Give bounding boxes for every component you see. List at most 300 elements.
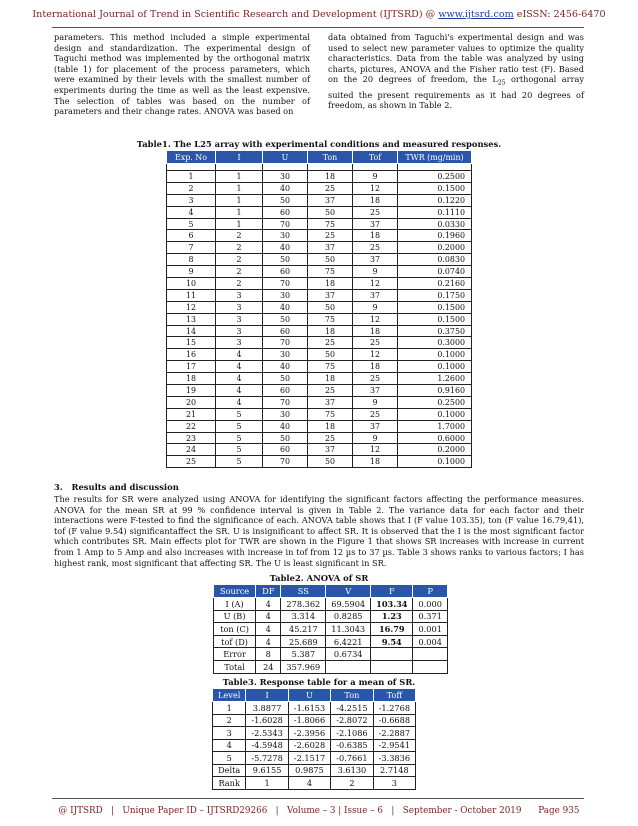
table3-cell: 1	[246, 777, 288, 790]
table1-cell: 0.1000	[398, 408, 472, 420]
table1-cell: 40	[263, 301, 308, 313]
table1-cell: 1	[216, 206, 263, 218]
table1-row	[167, 408, 472, 420]
table3-row	[213, 714, 416, 727]
table1-cell: 25	[308, 230, 353, 242]
table2-cell: 0.371	[413, 610, 447, 623]
table3-row	[213, 777, 416, 790]
table1-row	[167, 278, 472, 290]
table1-row	[167, 289, 472, 301]
table1-cell: 21	[167, 408, 216, 420]
table2-row	[214, 610, 448, 623]
table1-cell: 1	[216, 218, 263, 230]
table1-cell: 12	[353, 444, 398, 456]
table2-row	[214, 635, 448, 648]
table1-cell: 40	[263, 182, 308, 194]
table1-col-twr: TWR (mg/min)	[398, 151, 472, 164]
table2-cell: 1.23	[371, 610, 413, 623]
table1-cell: 25	[353, 206, 398, 218]
table3-row	[213, 702, 416, 715]
table2-cell: 4	[256, 635, 281, 648]
section-heading: 3. Results and discussion	[54, 482, 179, 492]
table1-row	[167, 349, 472, 361]
table1-cell: 18	[353, 456, 398, 468]
table3-cell: -1.6028	[246, 714, 288, 727]
table2-cell	[371, 660, 413, 673]
table1-cell: 50	[308, 349, 353, 361]
table1-cell: 60	[263, 385, 308, 397]
table1-caption: Table1. The L25 array with experimental conditions and measured responses.	[136, 139, 502, 149]
table1-cell: 40	[263, 420, 308, 432]
table3-col-i: I	[246, 689, 288, 702]
table3-row	[213, 752, 416, 765]
table3-cell: 0.9875	[288, 764, 330, 777]
table2-cell: 45.217	[281, 623, 326, 636]
table2-cell	[326, 660, 371, 673]
table1-cell: 37	[353, 218, 398, 230]
table2-cell: 4	[256, 598, 281, 611]
table1-cell: 18	[308, 325, 353, 337]
table1-cell: 18	[353, 194, 398, 206]
table1-cell: 40	[263, 361, 308, 373]
table1-cell: 9	[353, 432, 398, 444]
journal-issn: eISSN: 2456-6470	[513, 9, 606, 20]
table3-cell: Rank	[213, 777, 246, 790]
table1-spacer-row	[167, 164, 472, 171]
table1-cell: 13	[167, 313, 216, 325]
table3-cell: Delta	[213, 764, 246, 777]
table1-cell: 5	[216, 444, 263, 456]
table1-cell: 5	[216, 420, 263, 432]
table1-cell: 11	[167, 289, 216, 301]
table1-cell: 0.9160	[398, 385, 472, 397]
table1-cell: 0.1960	[398, 230, 472, 242]
table1-cell: 22	[167, 420, 216, 432]
table1-col-tof: Tof	[353, 151, 398, 164]
l25-subscript: 25	[497, 80, 506, 88]
table1-cell: 50	[263, 313, 308, 325]
table3-row	[213, 727, 416, 740]
results-paragraph: The results for SR were analyzed using ANOVA for identifying the significant factors affecting the performance measures. ANOVA for the mean SR at 99 % confidence interval is given in Table 2. The variance data for each factor and their interactions were F-tested to find the significance of each. ANOVA table shows that I (F value 103.35), ton (F value 16.79,41), tof (F value 9.54) significantaffect the SR. U is insignificant to affect SR. It is observed that the I is the most significant factor which contributes SR. Main effects plot for TWR are shown in the Figure 1 that shows SR increases with increase in current from 1 Amp to 5 Amp and also increases with increase in tof from 12 µs to 37 µs. Table 3 shows ranks to various factors; I has highest rank, most significant that affecting SR. The U is least significant in SR.	[54, 494, 584, 568]
table1-cell: 60	[263, 206, 308, 218]
table1-row	[167, 325, 472, 337]
table1-cell: 37	[353, 420, 398, 432]
table3-col-level: Level	[213, 689, 246, 702]
table1-cell: 18	[353, 230, 398, 242]
table1-cell: 12	[353, 182, 398, 194]
table2-caption: Table2. ANOVA of SR	[269, 573, 369, 583]
table1-cell: 50	[308, 206, 353, 218]
table2-cell: 4	[256, 610, 281, 623]
table3-col-u: U	[288, 689, 330, 702]
table1-cell: 2	[216, 266, 263, 278]
table1-cell: 24	[167, 444, 216, 456]
table1-cell: 4	[216, 385, 263, 397]
table3-cell: -4.5948	[246, 739, 288, 752]
table2-cell: Total	[214, 660, 256, 673]
table2-row	[214, 598, 448, 611]
table1-cell: 30	[263, 408, 308, 420]
table1-cell: 0.1220	[398, 194, 472, 206]
table2-row	[214, 660, 448, 673]
table3	[212, 688, 416, 790]
table2-col-df: DF	[256, 585, 281, 598]
table1-cell: 5	[216, 408, 263, 420]
table1-cell: 4	[216, 373, 263, 385]
table1-cell: 0.1750	[398, 289, 472, 301]
table1-cell: 18	[308, 373, 353, 385]
table1-cell: 5	[167, 218, 216, 230]
table2-cell: 9.54	[371, 635, 413, 648]
table1-cell: 9	[353, 266, 398, 278]
table3-cell: -2.8072	[331, 714, 373, 727]
table1-cell: 37	[353, 289, 398, 301]
table3-cell: -2.3956	[288, 727, 330, 740]
table1-row	[167, 218, 472, 230]
table1-cell: 4	[167, 206, 216, 218]
table1-body	[167, 164, 472, 468]
table1-cell: 25	[353, 242, 398, 254]
table1-cell: 75	[308, 408, 353, 420]
table1-cell: 9	[353, 301, 398, 313]
table2-col-p: P	[413, 585, 447, 598]
table1-cell: 0.1500	[398, 182, 472, 194]
table2-cell: 103.34	[371, 598, 413, 611]
table1-cell: 0.1500	[398, 301, 472, 313]
table1-cell: 18	[308, 420, 353, 432]
table1-cell: 25	[308, 385, 353, 397]
table1-cell: 18	[308, 171, 353, 183]
table1-cell: 0.2000	[398, 444, 472, 456]
table1-cell: 25	[353, 373, 398, 385]
table1-cell: 0.6000	[398, 432, 472, 444]
table1-cell: 9	[353, 396, 398, 408]
table3-cell: -2.1086	[331, 727, 373, 740]
table2-cell: 357.969	[281, 660, 326, 673]
table1-cell: 12	[353, 349, 398, 361]
table3-cell: 5	[213, 752, 246, 765]
table1-cell: 9	[167, 266, 216, 278]
table1-cell: 25	[308, 432, 353, 444]
table1-cell: 18	[353, 361, 398, 373]
table1-cell: 70	[263, 278, 308, 290]
table3-cell: -0.7661	[331, 752, 373, 765]
table1-cell: 2	[216, 230, 263, 242]
table1-cell: 2	[216, 278, 263, 290]
table3-row	[213, 739, 416, 752]
left-column-text: parameters. This method included a simple experimental design and standardization. The experimental design of Taguchi method was implemented by the orthogonal matrix (table 1) for placement of the process parameters, which were examined by their levels with the smallest number of experiments during the time as well as the least expensive. The selection of tables was based on the number of parameters and their change rates. ANOVA was based on	[54, 32, 310, 117]
table1-cell: 70	[263, 396, 308, 408]
table3-cell: -1.6153	[288, 702, 330, 715]
table1-cell: 3	[216, 301, 263, 313]
table1-cell: 40	[263, 242, 308, 254]
table1-cell: 5	[216, 432, 263, 444]
table1-cell: 14	[167, 325, 216, 337]
table1-cell: 1	[216, 171, 263, 183]
table1-row	[167, 301, 472, 313]
table1-row	[167, 456, 472, 468]
table2-cell: 0.004	[413, 635, 447, 648]
table1-cell: 7	[167, 242, 216, 254]
table1-cell: 0.0330	[398, 218, 472, 230]
page-footer: @ IJTSRD | Unique Paper ID – IJTSRD29266 | Volume – 3 | Issue – 6 | September - October 2019 Page 935	[58, 806, 580, 816]
table2-cell	[371, 648, 413, 661]
table1-cell: 25	[353, 337, 398, 349]
right-column-text	[328, 32, 584, 111]
table1-row	[167, 254, 472, 266]
table1-cell: 1.2600	[398, 373, 472, 385]
footer-divider	[52, 798, 584, 799]
table3-cell: 4	[288, 777, 330, 790]
table1-row	[167, 171, 472, 183]
table1-cell: 70	[263, 218, 308, 230]
table1-row	[167, 194, 472, 206]
table1-cell: 3	[167, 194, 216, 206]
table1-cell: 3	[216, 289, 263, 301]
table1-row	[167, 420, 472, 432]
table3-cell: 3.8877	[246, 702, 288, 715]
table3-col-ton: Ton	[331, 689, 373, 702]
table1-cell: 20	[167, 396, 216, 408]
table1-cell: 25	[167, 456, 216, 468]
journal-link[interactable]: www.ijtsrd.com	[438, 9, 514, 20]
table1-cell: 30	[263, 171, 308, 183]
table1-cell: 3	[216, 325, 263, 337]
table1-cell: 50	[308, 301, 353, 313]
table1-row	[167, 182, 472, 194]
table3-row	[213, 764, 416, 777]
table1-cell: 50	[263, 432, 308, 444]
table1-row	[167, 396, 472, 408]
table1-cell: 37	[308, 194, 353, 206]
table1-cell: 37	[308, 444, 353, 456]
table2-col-v: V	[326, 585, 371, 598]
table3-cell: -2.2887	[373, 727, 415, 740]
table2-cell: 24	[256, 660, 281, 673]
table1-cell: 15	[167, 337, 216, 349]
table1-row	[167, 432, 472, 444]
table2-cell: 0.6734	[326, 648, 371, 661]
table1-cell: 12	[353, 278, 398, 290]
journal-title: International Journal of Trend in Scientific Research and Development (IJTSRD) @	[32, 9, 439, 20]
table1-col-i: I	[216, 151, 263, 164]
table1-cell: 4	[216, 349, 263, 361]
table2-cell: 69.5904	[326, 598, 371, 611]
table2-cell	[413, 648, 447, 661]
table2-row	[214, 648, 448, 661]
table1-cell: 2	[167, 182, 216, 194]
table1-row	[167, 444, 472, 456]
table1-cell: 75	[308, 266, 353, 278]
table2-cell: 3.314	[281, 610, 326, 623]
table1-row	[167, 361, 472, 373]
table1-cell: 0.2500	[398, 396, 472, 408]
table1-cell: 0.1500	[398, 313, 472, 325]
table1-cell: 30	[263, 349, 308, 361]
table1-cell: 30	[263, 230, 308, 242]
table1-cell: 19	[167, 385, 216, 397]
table1-col-ton: Ton	[308, 151, 353, 164]
table1-cell: 16	[167, 349, 216, 361]
table1-cell: 25	[308, 182, 353, 194]
table2-cell: 0.001	[413, 623, 447, 636]
table3-cell: 3	[373, 777, 415, 790]
table3-cell: -1.8066	[288, 714, 330, 727]
table1-cell: 23	[167, 432, 216, 444]
table1-cell: 0.3000	[398, 337, 472, 349]
table2-cell: I (A)	[214, 598, 256, 611]
table1-cell: 75	[308, 218, 353, 230]
table3-cell: -0.6688	[373, 714, 415, 727]
table1-cell: 0.0830	[398, 254, 472, 266]
table3-cell: 2	[213, 714, 246, 727]
table1-cell: 37	[353, 385, 398, 397]
table1-cell: 18	[353, 325, 398, 337]
table1-cell: 37	[308, 396, 353, 408]
table1-cell: 0.3750	[398, 325, 472, 337]
table2	[213, 584, 448, 674]
table3-col-toff: Toff	[373, 689, 415, 702]
table2-cell: 8	[256, 648, 281, 661]
table2-cell: tof (D)	[214, 635, 256, 648]
table1-row	[167, 266, 472, 278]
table1-cell: 25	[308, 337, 353, 349]
table1-cell: 0.2500	[398, 171, 472, 183]
table3-cell: 2	[331, 777, 373, 790]
table3-header-row	[213, 689, 416, 702]
table3-cell: 1	[213, 702, 246, 715]
table3-cell: -2.1517	[288, 752, 330, 765]
table1-cell: 2	[216, 242, 263, 254]
table1-cell: 25	[353, 408, 398, 420]
right-column-part1: data obtained from Taguchi's experimental design and was used to select new parameter values to optimize the quality characteristics. Data from the table was analyzed by using charts, pictures, ANOVA and the Fisher ratio test (F). Based on the 20 degrees of freedom, the L	[328, 32, 584, 85]
table1-cell: 3	[216, 337, 263, 349]
table1-cell: 18	[308, 278, 353, 290]
table2-cell: 16.79	[371, 623, 413, 636]
table1-cell: 18	[167, 373, 216, 385]
table3-cell: 3	[213, 727, 246, 740]
table2-cell: 5.387	[281, 648, 326, 661]
table3-cell: -0.6385	[331, 739, 373, 752]
table1-cell: 1	[167, 171, 216, 183]
table1-cell: 0.0740	[398, 266, 472, 278]
table1-cell: 37	[353, 254, 398, 266]
table1-cell: 0.2160	[398, 278, 472, 290]
table2-row	[214, 623, 448, 636]
table3-cell: -4.2515	[331, 702, 373, 715]
table1-cell: 30	[263, 289, 308, 301]
table1-cell: 8	[167, 254, 216, 266]
table1-cell: 1.7000	[398, 420, 472, 432]
table3-body	[213, 702, 416, 790]
table3-caption: Table3. Response table for a mean of SR.	[222, 677, 416, 687]
table3-cell: -2.5343	[246, 727, 288, 740]
table1-cell: 60	[263, 325, 308, 337]
table1-cell: 4	[216, 396, 263, 408]
header-divider	[52, 27, 584, 28]
table1-row	[167, 313, 472, 325]
table1-cell: 5	[216, 456, 263, 468]
table3-cell: 4	[213, 739, 246, 752]
table1-cell: 3	[216, 313, 263, 325]
table2-cell: 25.689	[281, 635, 326, 648]
table1-cell: 50	[263, 254, 308, 266]
table1-cell: 4	[216, 361, 263, 373]
table1-cell: 50	[263, 194, 308, 206]
table1-col-exp: Exp. No	[167, 151, 216, 164]
table1-cell: 37	[308, 242, 353, 254]
table1-cell: 1	[216, 182, 263, 194]
right-column-part2: orthogonal array suited the present requirements as it had 20 degrees of freedom, as shown in Table 2.	[328, 74, 584, 111]
table2-col-source: Source	[214, 585, 256, 598]
table1-row	[167, 206, 472, 218]
table1-cell: 1	[216, 194, 263, 206]
table3-cell: -1.2768	[373, 702, 415, 715]
table3-cell: 3.6130	[331, 764, 373, 777]
table1-cell: 2	[216, 254, 263, 266]
table1-cell: 17	[167, 361, 216, 373]
table1-cell: 60	[263, 266, 308, 278]
table2-body	[214, 598, 448, 674]
table2-cell: 0.000	[413, 598, 447, 611]
table1-row	[167, 337, 472, 349]
table1-cell: 75	[308, 313, 353, 325]
table1-cell: 50	[308, 254, 353, 266]
table1-cell: 70	[263, 337, 308, 349]
table3-cell: 2.7148	[373, 764, 415, 777]
table1-cell: 37	[308, 289, 353, 301]
table2-col-f: F	[371, 585, 413, 598]
journal-header	[0, 9, 638, 20]
table1-cell: 50	[308, 456, 353, 468]
table1	[166, 150, 472, 468]
table1-cell: 70	[263, 456, 308, 468]
table3-cell: -2.6028	[288, 739, 330, 752]
table1-cell: 6	[167, 230, 216, 242]
table1-cell: 12	[167, 301, 216, 313]
table2-cell: 11.3043	[326, 623, 371, 636]
table1-cell: 9	[353, 171, 398, 183]
table2-cell	[413, 660, 447, 673]
table1-cell: 0.1000	[398, 456, 472, 468]
table1-cell: 0.1000	[398, 349, 472, 361]
table2-cell: Error	[214, 648, 256, 661]
table2-cell: 0.8285	[326, 610, 371, 623]
table1-row	[167, 242, 472, 254]
table2-cell: 278.362	[281, 598, 326, 611]
table1-cell: 50	[263, 373, 308, 385]
table1-col-u: U	[263, 151, 308, 164]
table1-cell: 12	[353, 313, 398, 325]
table3-cell: -5.7278	[246, 752, 288, 765]
table1-cell: 0.1110	[398, 206, 472, 218]
table1-header-row	[167, 151, 472, 164]
table2-cell: 4	[256, 623, 281, 636]
table2-col-ss: SS	[281, 585, 326, 598]
table2-header-row	[214, 585, 448, 598]
table1-cell: 10	[167, 278, 216, 290]
table1-cell: 0.2000	[398, 242, 472, 254]
table2-cell: ton (C)	[214, 623, 256, 636]
table1-row	[167, 385, 472, 397]
table2-cell: U (B)	[214, 610, 256, 623]
table1-row	[167, 230, 472, 242]
table3-cell: -3.3836	[373, 752, 415, 765]
table2-cell: 6.4221	[326, 635, 371, 648]
table3-cell: 9.6155	[246, 764, 288, 777]
table1-row	[167, 373, 472, 385]
table3-cell: -2.9541	[373, 739, 415, 752]
